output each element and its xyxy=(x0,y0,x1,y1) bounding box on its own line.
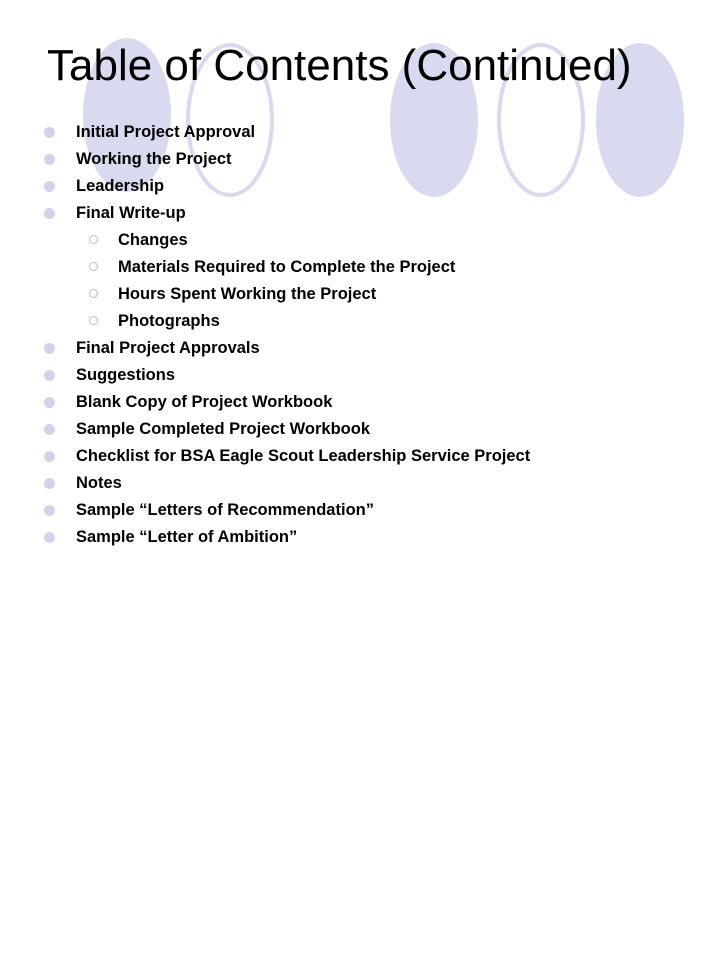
toc-item xyxy=(0,146,720,173)
toc-item-label: Final Project Approvals xyxy=(76,339,260,357)
table-of-contents-list xyxy=(0,119,720,551)
toc-item-label: Working the Project xyxy=(76,150,232,168)
toc-item xyxy=(0,524,720,551)
toc-item-label: Checklist for BSA Eagle Scout Leadership Service Project xyxy=(76,447,531,465)
toc-item-label: Blank Copy of Project Workbook xyxy=(76,393,333,411)
hollow-circle-bullet-icon xyxy=(89,235,98,244)
toc-subitem xyxy=(0,227,720,254)
toc-item xyxy=(0,335,720,362)
toc-item xyxy=(0,119,720,146)
toc-item xyxy=(0,470,720,497)
toc-item-label: Sample “Letters of Recommendation” xyxy=(76,501,374,519)
toc-item-label: Initial Project Approval xyxy=(76,123,256,141)
slide-title: Table of Contents (Continued) xyxy=(47,41,632,90)
toc-item xyxy=(0,389,720,416)
filled-circle-bullet-icon xyxy=(44,397,55,408)
toc-item xyxy=(0,200,720,227)
filled-circle-bullet-icon xyxy=(44,181,55,192)
hollow-circle-bullet-icon xyxy=(89,262,98,271)
toc-item xyxy=(0,362,720,389)
toc-subitem xyxy=(0,308,720,335)
toc-subitem-label: Hours Spent Working the Project xyxy=(118,285,377,303)
filled-circle-bullet-icon xyxy=(44,478,55,489)
toc-item-label: Sample Completed Project Workbook xyxy=(76,420,371,438)
filled-circle-bullet-icon xyxy=(44,343,55,354)
toc-item-label: Sample “Letter of Ambition” xyxy=(76,528,298,546)
filled-circle-bullet-icon xyxy=(44,532,55,543)
toc-subitem-label: Changes xyxy=(118,231,188,249)
toc-item-label: Final Write-up xyxy=(76,204,186,222)
filled-circle-bullet-icon xyxy=(44,505,55,516)
toc-subitem xyxy=(0,281,720,308)
filled-circle-bullet-icon xyxy=(44,154,55,165)
hollow-circle-bullet-icon xyxy=(89,289,98,298)
toc-item xyxy=(0,443,720,470)
hollow-circle-bullet-icon xyxy=(89,316,98,325)
filled-circle-bullet-icon xyxy=(44,451,55,462)
toc-item xyxy=(0,173,720,200)
toc-item xyxy=(0,497,720,524)
toc-subitem-label: Photographs xyxy=(118,312,220,330)
toc-subitem xyxy=(0,254,720,281)
filled-circle-bullet-icon xyxy=(44,208,55,219)
filled-circle-bullet-icon xyxy=(44,370,55,381)
filled-circle-bullet-icon xyxy=(44,424,55,435)
toc-subitem-label: Materials Required to Complete the Project xyxy=(118,258,456,276)
toc-item-label: Suggestions xyxy=(76,366,176,384)
toc-item xyxy=(0,416,720,443)
toc-item-label: Notes xyxy=(76,474,122,492)
toc-item-label: Leadership xyxy=(76,177,165,195)
filled-circle-bullet-icon xyxy=(44,127,55,138)
